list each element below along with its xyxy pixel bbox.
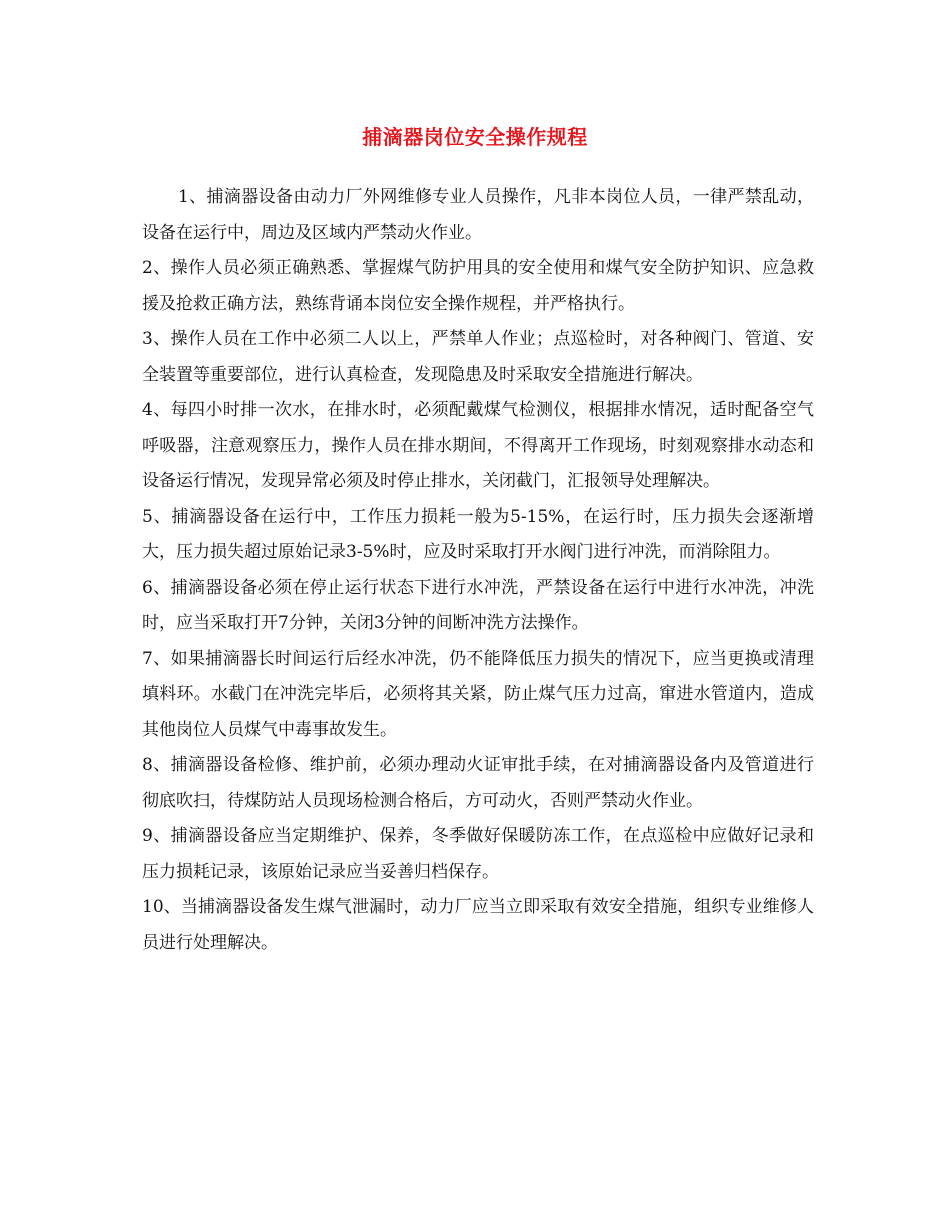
paragraph-6: 6、捕滴器设备必须在停止运行状态下进行水冲洗，严禁设备在运行中进行水冲洗，冲洗时，应当采取打开7分钟，关闭3分钟的间断冲洗方法操作。 <box>142 577 814 633</box>
paragraph-3: 3、操作人员在工作中必须二人以上，严禁单人作业；点巡检时，对各种阀门、管道、安全装置等重要部位，进行认真检查，发现隐患及时采取安全措施进行解决。 <box>142 329 814 385</box>
paragraph-4: 4、每四小时排一次水，在排水时，必须配戴煤气检测仪，根据排水情况，适时配备空气呼吸器，注意观察压力，操作人员在排水期间，不得离开工作现场，时刻观察排水动态和设备运行情况，发现异常必须及时停止排水，关闭截门，汇报领导处理解决。 <box>142 400 814 491</box>
paragraph-1: 1、捕滴器设备由动力厂外网维修专业人员操作，凡非本岗位人员，一律严禁乱动，设备在运行中，周边及区域内严禁动火作业。 <box>142 187 814 243</box>
paragraph-10: 10、当捕滴器设备发生煤气泄漏时，动力厂应当立即采取有效安全措施，组织专业维修人员进行处理解决。 <box>142 897 814 953</box>
document-title: 捕滴器岗位安全操作规程 <box>362 125 588 149</box>
paragraph-2: 2、操作人员必须正确熟悉、掌握煤气防护用具的安全使用和煤气安全防护知识、应急救援及抢救正确方法，熟练背诵本岗位安全操作规程，并严格执行。 <box>142 258 814 314</box>
paragraph-7: 7、如果捕滴器长时间运行后经水冲洗，仍不能降低压力损失的情况下，应当更换或清理填料环。水截门在冲洗完毕后，必须将其关紧，防止煤气压力过高，窜进水管道内，造成其他岗位人员煤气中毒事故发生。 <box>142 648 814 740</box>
paragraph-5: 5、捕滴器设备在运行中，工作压力损耗一般为5-15%，在运行时，压力损失会逐渐增大，压力损失超过原始记录3-5%时，应及时采取打开水阀门进行冲洗，而消除阻力。 <box>142 506 814 562</box>
paragraph-9: 9、捕滴器设备应当定期维护、保养，冬季做好保暖防冻工作，在点巡检中应做好记录和压力损耗记录，该原始记录应当妥善归档保存。 <box>142 826 814 882</box>
paragraph-8: 8、捕滴器设备检修、维护前，必须办理动火证审批手续，在对捕滴器设备内及管道进行彻底吹扫，待煤防站人员现场检测合格后，方可动火，否则严禁动火作业。 <box>142 755 814 811</box>
document-body <box>142 180 814 961</box>
